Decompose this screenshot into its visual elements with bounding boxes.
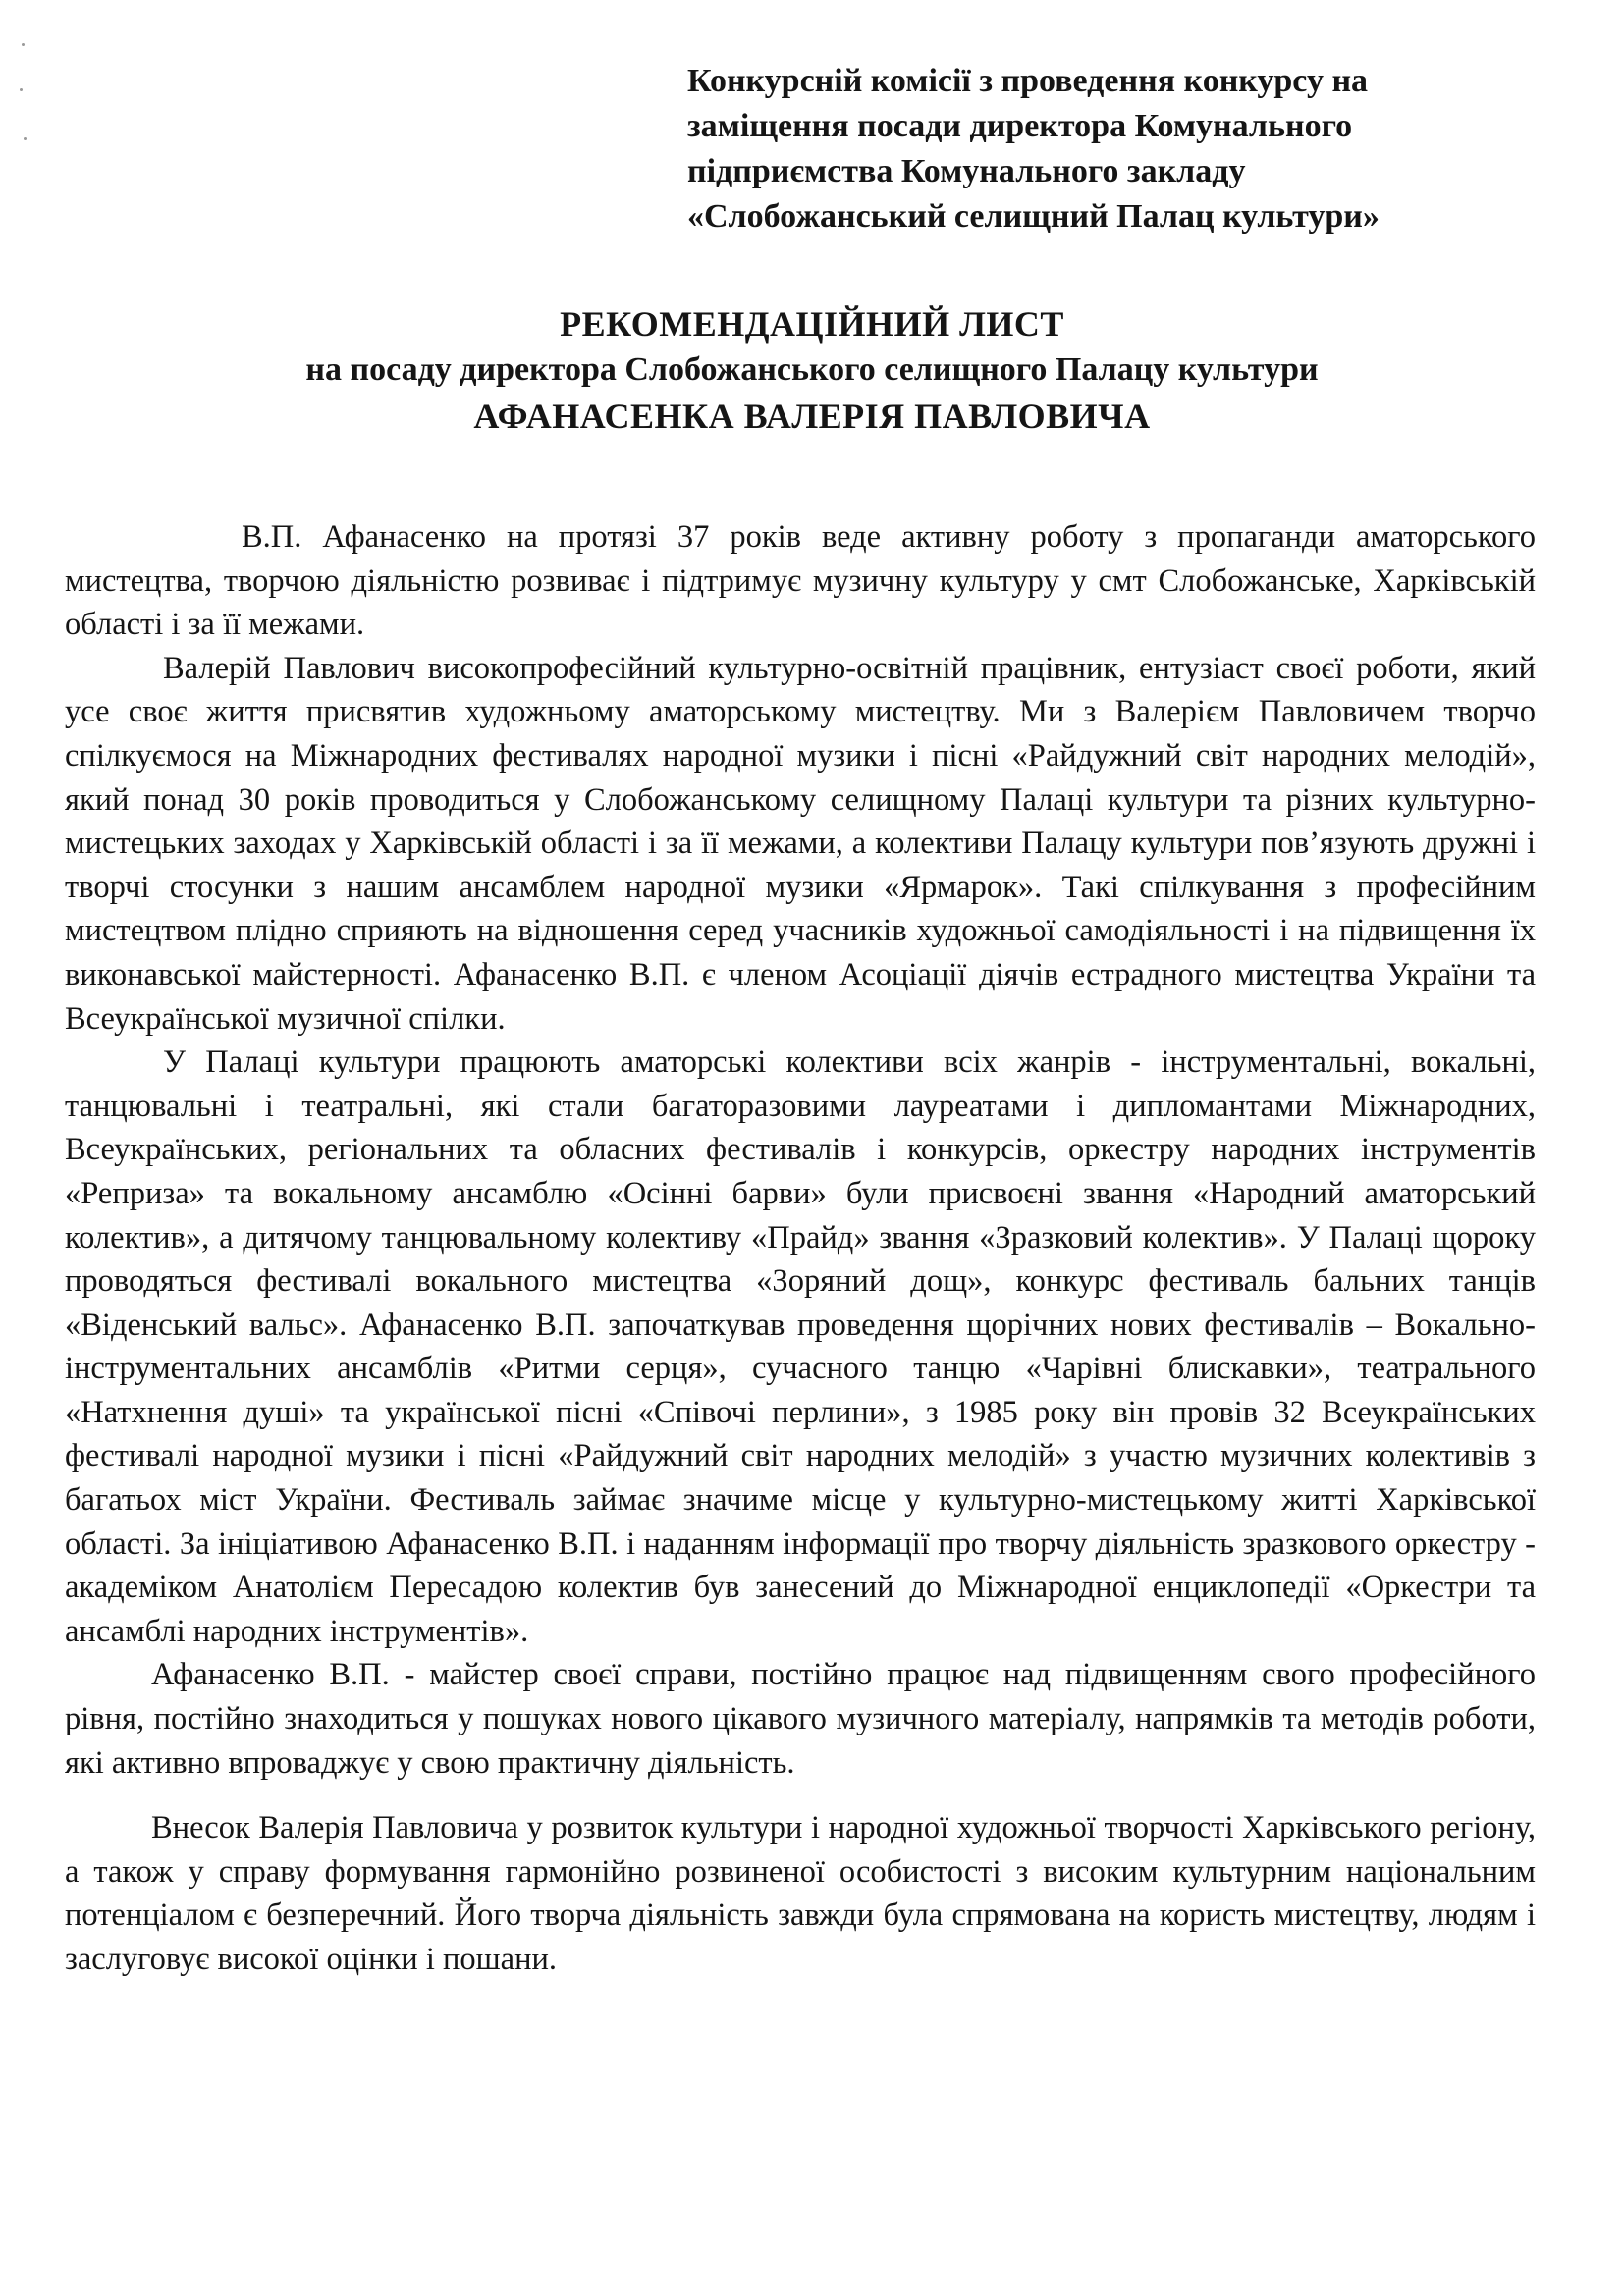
addressee-line: Конкурсній комісії з проведення конкурсу на [687, 63, 1369, 99]
scan-speck [22, 43, 25, 46]
letter-body [65, 515, 1536, 1982]
body-paragraph: В.П. Афанасенко на протязі 37 років веде активну роботу з пропаганди аматорського мистецтва, творчою діяльністю розвиває і підтримує музичну культуру у смт Слобожанське, Харківській області і за її межами. [65, 519, 1536, 643]
addressee-line: заміщення посади директора Комунального [687, 108, 1353, 144]
addressee-line: підприємства Комунального закладу [687, 153, 1246, 189]
letter-subtitle: на посаду директора Слобожанського селищного Палацу культури [305, 351, 1319, 388]
scan-speck [24, 137, 27, 140]
letter-title: РЕКОМЕНДАЦІЙНИЙ ЛИСТ [560, 304, 1064, 344]
body-paragraph: Афанасенко В.П. - майстер своєї справи, постійно працює над підвищенням свого професійного рівня, постійно знаходиться у пошуках нового цікавого музичного матеріалу, напрямків та методів роботи, які активно впроваджує у свою практичну діяльність. [65, 1657, 1536, 1781]
addressee-line: «Слобожанський селищний Палац культури» [687, 198, 1380, 235]
scan-speck [20, 88, 23, 91]
letter-heading [0, 300, 1624, 440]
body-paragraph: Внесок Валерія Павловича у розвиток культури і народної художньої творчості Харківського регіону, а також у справу формування гармонійно розвиненої особистості з високим культурним національним потенціалом є безперечний. Його творча діяльність завжди була спрямована на користь мистецтву, людям і заслуговує високої оцінки і пошани. [65, 1810, 1536, 1977]
body-paragraph: Валерій Павлович високопрофесійний культурно-освітній працівник, ентузіаст своєї роботи, який усе своє життя присвятив художньому аматорському мистецтву. Ми з Валерієм Павловичем творчо спілкуємося на Міжнародних фестивалях народної музики і пісні «Райдужний світ народних мелодій», який понад 30 років проводиться у Слобожанському селищному Палаці культури та різних культурно-мистецьких заходах у Харківській області і за її межами, а колективи Палацу культури пов’язують дружні і творчі стосунки з нашим ансамблем народної музики «Ярмарок». Такі спілкування з професійним мистецтвом плідно сприяють на відношення серед учасників художньої самодіяльності і на підвищення їх виконавської майстерності. Афанасенко В.П. є членом Асоціації діячів естрадного мистецтва України та Всеукраїнської музичної спілки. [65, 650, 1536, 1037]
candidate-name: АФАНАСЕНКА ВАЛЕРІЯ ПАВЛОВИЧА [473, 397, 1151, 436]
body-paragraph: У Палаці культури працюють аматорські колективи всіх жанрів - інструментальні, вокальні, танцювальні і театральні, які стали багаторазовими лауреатами і дипломантами Міжнародних, Всеукраїнських, регіональних та обласних фестивалів і конкурсів, оркестру народних інструментів «Реприза» та вокальному ансамблю «Осінні барви» були присвоєні звання «Народний аматорський колектив», а дитячому танцювальному колективу «Прайд» звання «Зразковий колектив». У Палаці щороку проводяться фестивалі вокального мистецтва «Зоряний дощ», конкурс фестиваль бальних танців «Віденський вальс». Афанасенко В.П. започаткував проведення щорічних нових фестивалів – Вокально-інструментальних ансамблів «Ритми серця», сучасного танцю «Чарівні блискавки», театрального «Натхнення душі» та української пісні «Співочі перлини», з 1985 року він провів 32 Всеукраїнських фестивалі народної музики і пісні «Райдужний світ народних мелодій» з участю музичних колективів з багатьох міст України. Фестиваль займає значиме місце у культурно-мистецькому житті Харківської області. За ініціативою Афанасенко В.П. і наданням інформації про творчу діяльність зразкового оркестру - академіком Анатолієм Пересадою колектив був занесений до Міжнародної енциклопедії «Оркестри та ансамблі народних інструментів». [65, 1044, 1536, 1649]
addressee-block [687, 59, 1532, 240]
